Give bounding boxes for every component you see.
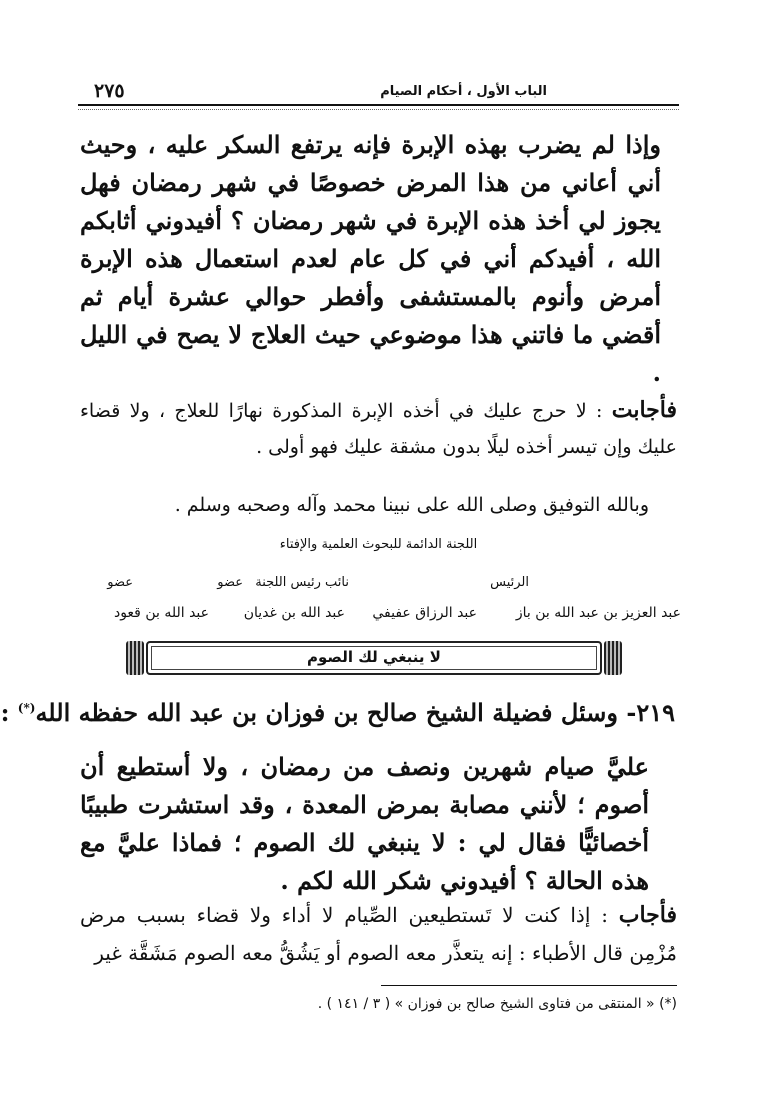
question-2-text: عليَّ صيام شهرين ونصف من رمضان ، ولا أستطيع أن أصوم ؛ لأنني مصابة بمرض المعدة ، وقد استشرت طبيبًا أخصائيًّا فقال لي : لا ينبغي لك الصوم ؛ فماذا عليَّ مع هذه الحالة ؟ أفيدوني شكر الله لكم . bbox=[80, 752, 649, 895]
banner-title: لا ينبغي لك الصوم bbox=[307, 648, 441, 666]
signature-roles bbox=[76, 575, 681, 595]
member-name-2: عبد الرزاق عفيفي bbox=[372, 605, 477, 621]
question-2-heading-tail: : bbox=[0, 698, 18, 727]
role-member-1: عضو bbox=[217, 575, 243, 590]
header-rule bbox=[78, 104, 679, 110]
question-1-text: وإذا لم يضرب بهذه الإبرة فإنه يرتفع السكر عليه ، وحيث أني أعاني من هذا المرض خصوصًا في شهر رمضان فهل يجوز لي أخذ هذه الإبرة في شهر رمضان ؟ أفيدوني أثابكم الله ، أفيدكم أني في كل عام لعدم استعمال هذه الإبرة أمرض وأنوم بالمستشفى وأفطر حوالي عشرة أيام ثم أقضي ما فاتني هذا موضوعي حيث العلاج لا يصح في الليل . bbox=[80, 130, 661, 387]
answer-2 bbox=[80, 896, 677, 972]
signature-names bbox=[76, 605, 681, 627]
section-banner bbox=[126, 641, 622, 675]
page-number: ٢٧٥ bbox=[94, 80, 125, 102]
committee-name: اللجنة الدائمة للبحوث العلمية والإفتاء bbox=[279, 537, 478, 552]
answer-1-lead: فأجابت bbox=[611, 397, 677, 423]
answer-2-text: : إذا كنت لا تَستطيعين الصِّيام لا أداء ولا قضاء بسبب مرض مُزْمِن قال الأطباء : إنه يتعذَّر معه الصوم أو يَشُقُّ معه الصوم مَشَقَّة غير bbox=[80, 903, 677, 965]
footnote: (*) « المنتقى من فتاوى الشيخ صالح بن فوزان » ( ٣ / ١٤١ ) . bbox=[317, 996, 677, 1012]
member-name-3: عبد الله بن غديان bbox=[243, 605, 345, 621]
question-2-heading bbox=[0, 698, 675, 727]
closing-prayer: وبالله التوفيق وصلى الله على نبينا محمد وآله وصحبه وسلم . bbox=[174, 494, 649, 516]
footnote-rule bbox=[381, 985, 677, 986]
member-name-1: عبد العزيز بن عبد الله بن باز bbox=[515, 605, 681, 621]
role-president: الرئيس bbox=[490, 575, 529, 590]
footnote-marker: (*) bbox=[17, 701, 36, 715]
answer-1 bbox=[80, 392, 677, 465]
question-2-heading-text: ٢١٩- وسئل فضيلة الشيخ صالح بن فوزان بن عبد الله حفظه الله bbox=[35, 698, 675, 727]
answer-2-lead: فأجاب bbox=[618, 902, 677, 928]
answer-1-text: : لا حرج عليك في أخذه الإبرة المذكورة نهارًا للعلاج ، ولا قضاء عليك وإن تيسر أخذه ليلًا بدون مشقة عليك فهو أولى . bbox=[80, 400, 677, 458]
role-vice-president: نائب رئيس اللجنة bbox=[255, 575, 349, 590]
role-member-2: عضو bbox=[107, 575, 133, 590]
chapter-title: الباب الأول ، أحكام الصيام bbox=[380, 84, 547, 99]
member-name-4: عبد الله بن قعود bbox=[113, 605, 209, 621]
page-header bbox=[78, 78, 679, 104]
